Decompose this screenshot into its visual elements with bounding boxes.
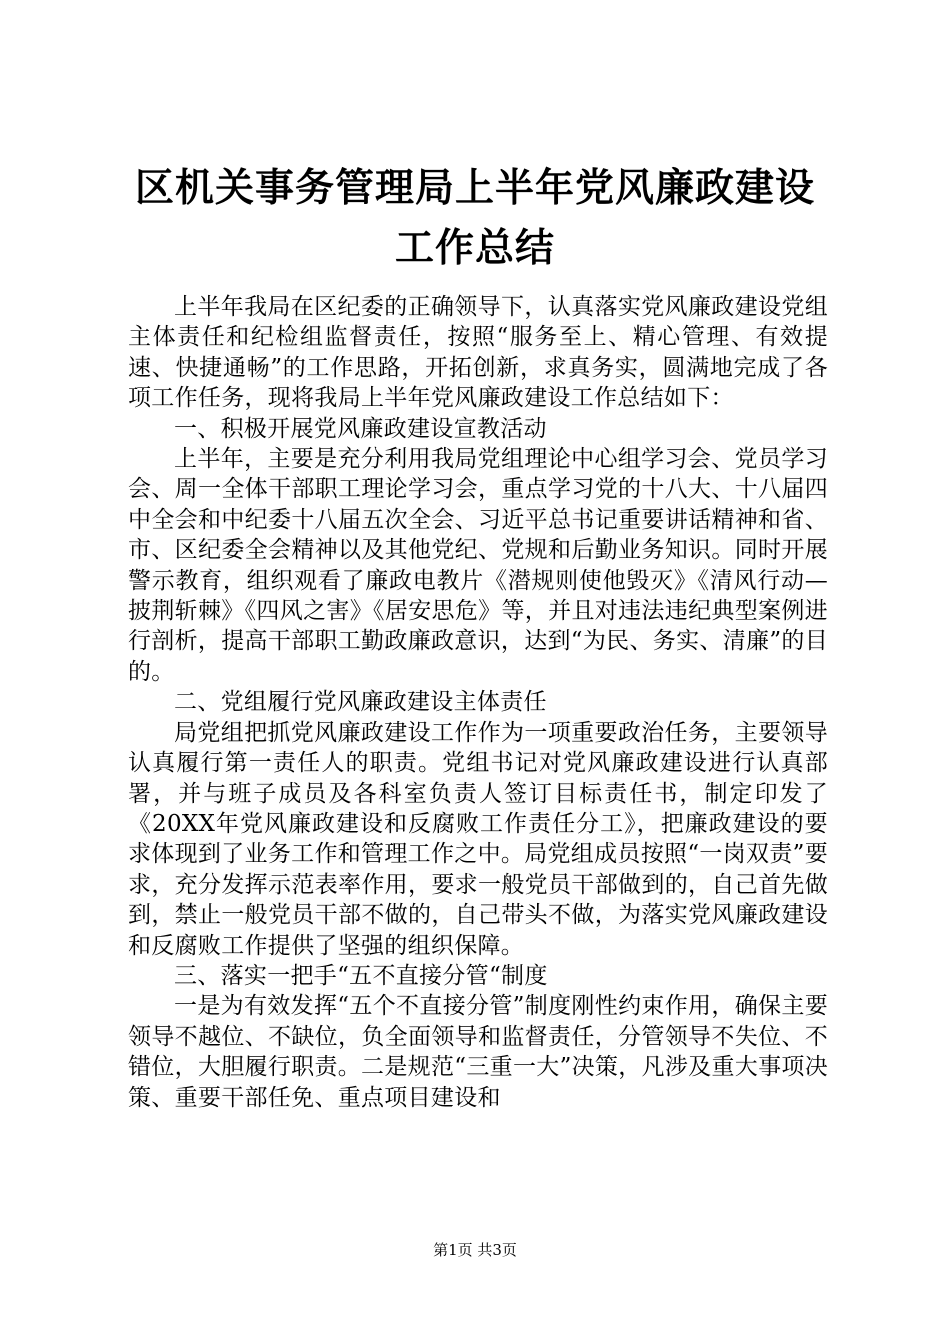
section-2-paragraph: 局党组把抓党风廉政建设工作作为一项重要政治任务，主要领导认真履行第一责任人的职责。党组书记对党风廉政建设进行认真部署，并与班子成员及各科室负责人签订目标责任书，制定印发了《20XX年党风廉政建设和反腐败工作责任分工》，把廉政建设的要求体现到了业务工作和管理工作之中。局党组成员按照“一岗双责”要求，充分发挥示范表率作用，要求一般党员干部做到的，自己首先做到，禁止一般党员干部不做的，自己带头不做，为落实党风廉政建设和反腐败工作提供了坚强的组织保障。 [128,719,828,959]
intro-paragraph: 上半年我局在区纪委的正确领导下，认真落实党风廉政建设党组主体责任和纪检组监督责任，按照“服务至上、精心管理、有效提速、快捷通畅”的工作思路，开拓创新，求真务实，圆满地完成了各项工作任务，现将我局上半年党风廉政建设工作总结如下： [128,294,828,412]
document-title: 区机关事务管理局上半年党风廉政建设工作总结 [134,165,815,271]
section-heading-2: 二、党组履行党风廉政建设主体责任 [174,689,547,716]
section-heading-3: 三、落实一把手“五不直接分管“制度 [174,962,548,989]
document-body [128,292,828,1113]
section-3-paragraph: 一是为有效发挥“五个不直接分管”制度刚性约束作用，确保主要领导不越位、不缺位，负全面领导和监督责任，分管领导不失位、不错位，大胆履行职责。二是规范“三重一大”决策，凡涉及重大事项决策、重要干部任免、重点项目建设和 [128,993,828,1111]
section-1-paragraph: 上半年，主要是充分利用我局党组理论中心组学习会、党员学习会、周一全体干部职工理论学习会，重点学习党的十八大、十八届四中全会和中纪委十八届五次全会、习近平总书记重要讲话精神和省、市、区纪委全会精神以及其他党纪、党规和后勤业务知识。同时开展警示教育，组织观看了廉政电教片《潜规则使他毁灭》《清风行动—披荆斩棘》《四风之害》《居安思危》等，并且对违法违纪典型案例进行剖析，提高干部职工勤政廉政意识，达到“为民、务实、清廉”的目的。 [128,446,828,685]
page-number-footer: 第1页 共3页 [433,1241,517,1259]
section-heading-1: 一、积极开展党风廉政建设宣教活动 [174,415,547,442]
